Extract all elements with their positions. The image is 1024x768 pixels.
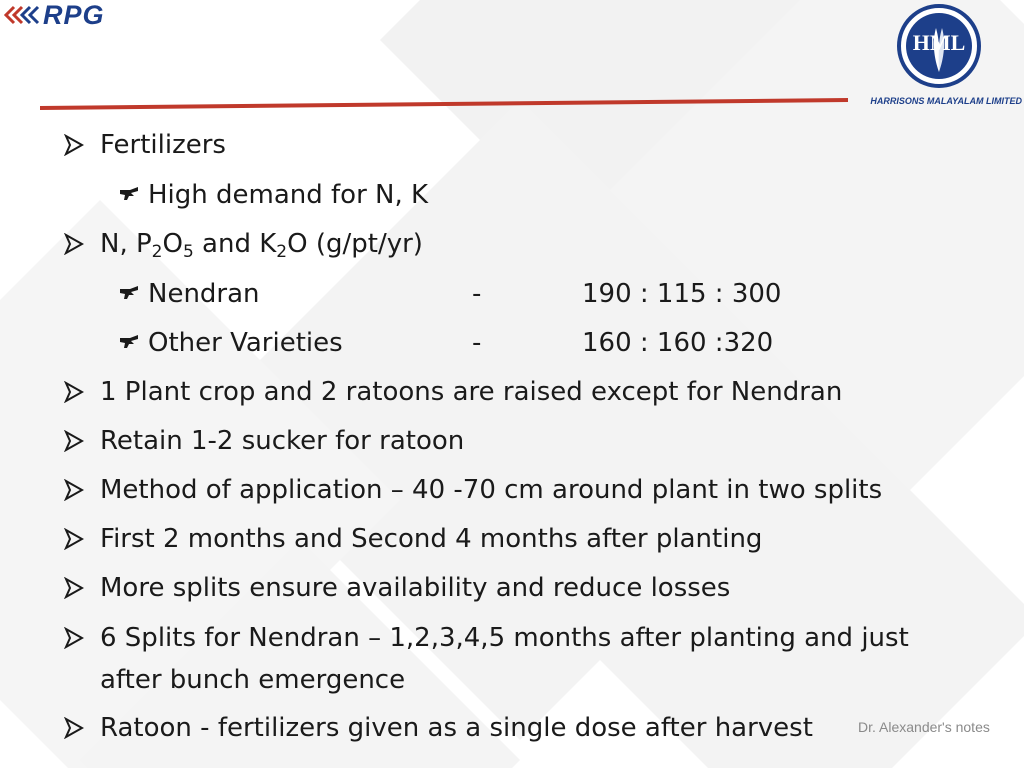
variety-label: Nendran xyxy=(148,279,260,309)
bullet-text: 6 Splits for Nendran – 1,2,3,4,5 months after planting and just after bunch emergence xyxy=(100,623,909,695)
header-red-rule xyxy=(40,96,848,110)
company-name-caption: HARRISONS MALAYALAM LIMITED xyxy=(870,96,1022,106)
arrowhead-bullet-icon xyxy=(64,233,84,255)
bullet-retain-sucker xyxy=(64,424,464,458)
arrowhead-bullet-icon xyxy=(64,381,84,403)
arrowhead-bullet-icon xyxy=(64,430,84,452)
subbullet-other-varieties xyxy=(118,326,343,360)
bullet-more-splits xyxy=(64,571,730,605)
hand-pointer-bullet-icon xyxy=(118,332,140,352)
rpg-logo xyxy=(4,2,105,28)
bullet-method-application xyxy=(64,473,882,507)
variety-label: Other Varieties xyxy=(148,328,343,358)
rpg-chevrons-icon xyxy=(4,5,40,25)
npk-ratio-value: 160 : 160 :320 xyxy=(582,328,774,358)
hml-emblem-letters: HML xyxy=(912,30,966,55)
variety-dash: - xyxy=(472,279,482,309)
variety-dash: - xyxy=(472,328,482,358)
bullet-fertilizers xyxy=(64,128,226,162)
subbullet-nendran xyxy=(118,277,260,311)
bullet-plant-crop xyxy=(64,375,842,409)
rpg-logo-text: RPG xyxy=(43,0,105,30)
bullet-text: Fertilizers xyxy=(100,130,226,160)
bullet-text: More splits ensure availability and reduce losses xyxy=(100,573,731,603)
bullet-text: High demand for N, K xyxy=(148,180,429,210)
hand-pointer-bullet-icon xyxy=(118,283,140,303)
arrowhead-bullet-icon xyxy=(64,134,84,156)
bullet-ratoon-dose xyxy=(64,711,813,745)
bullet-npk xyxy=(64,227,423,261)
bullet-text: Ratoon - fertilizers given as a single dose after harvest xyxy=(100,713,813,743)
bullet-text: 1 Plant crop and 2 ratoons are raised except for Nendran xyxy=(100,377,843,407)
arrowhead-bullet-icon xyxy=(64,627,84,649)
bullet-text: Retain 1-2 sucker for ratoon xyxy=(100,426,465,456)
arrowhead-bullet-icon xyxy=(64,577,84,599)
arrowhead-bullet-icon xyxy=(64,717,84,739)
npk-heading: N, $P_2O_5$ and $K_2O$ (g/pt/yr) xyxy=(100,229,423,262)
hand-pointer-bullet-icon xyxy=(118,184,140,204)
footer-credit-note: Dr. Alexander's notes xyxy=(858,719,990,735)
hml-emblem-logo xyxy=(896,2,982,90)
arrowhead-bullet-icon xyxy=(64,528,84,550)
bullet-text: First 2 months and Second 4 months after planting xyxy=(100,524,763,554)
bullet-text: Method of application – 40 -70 cm around plant in two splits xyxy=(100,475,883,505)
bullet-nendran-splits xyxy=(64,617,970,701)
bullet-split-timing xyxy=(64,522,762,556)
subbullet-high-demand xyxy=(118,178,428,212)
npk-ratio-value: 190 : 115 : 300 xyxy=(582,279,782,309)
arrowhead-bullet-icon xyxy=(64,479,84,501)
